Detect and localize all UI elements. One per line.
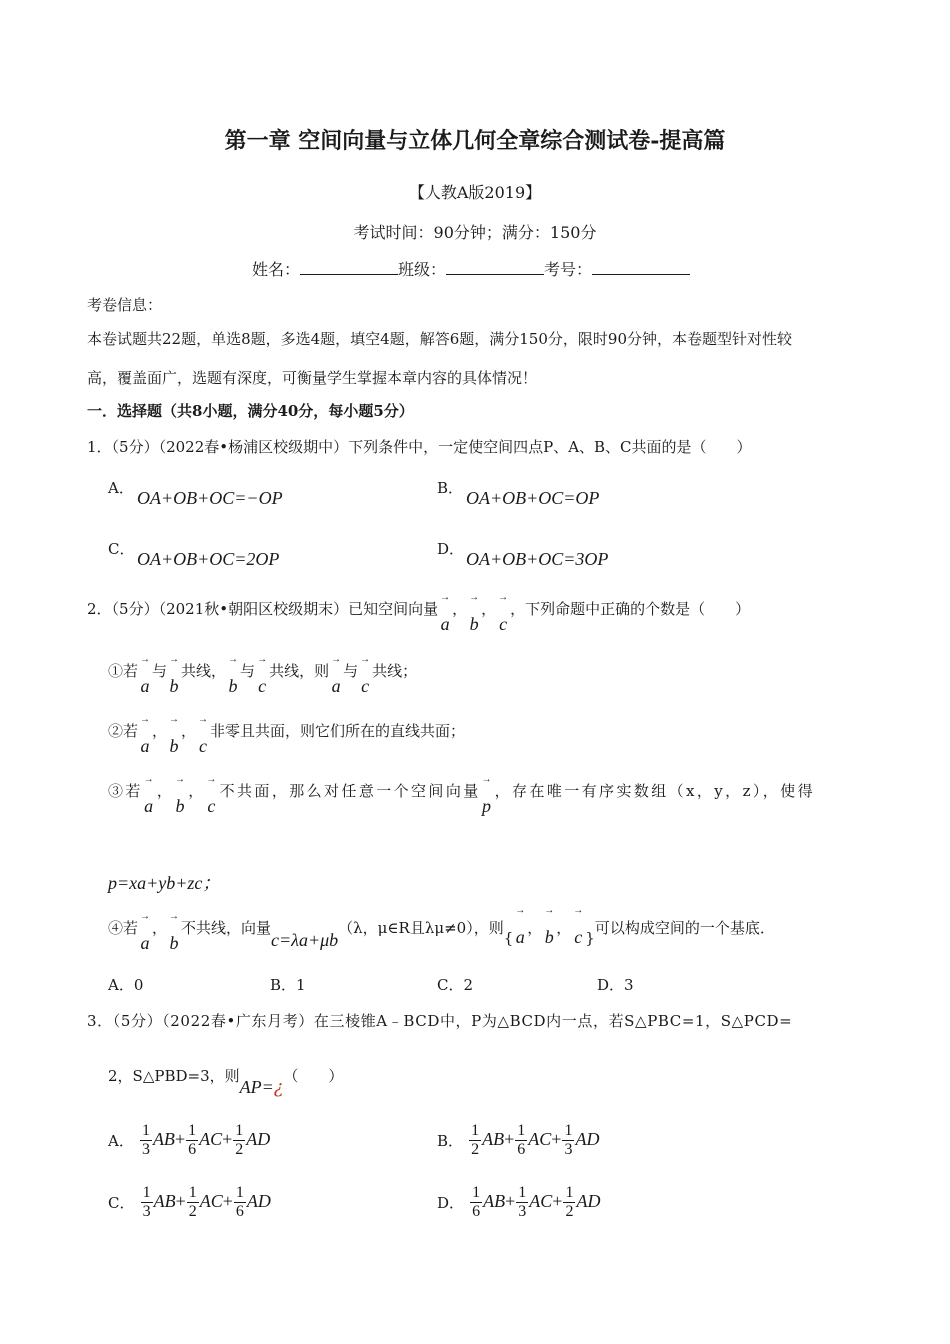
class-blank[interactable] — [446, 260, 544, 275]
info-heading: 考卷信息： — [87, 296, 163, 314]
q2-option-a: A．0 — [108, 976, 144, 994]
q2-statement-3-formula: p=xa+yb+zc； — [108, 873, 221, 893]
q3-option-c: C． $\frac{1}{3}$ AB+ $\frac{1}{2}$ AC+ $\frac{1}{6}$ AD — [108, 1184, 271, 1220]
q1-option-c-expr: OA+OB+OC=2OP — [137, 549, 280, 569]
section-heading: 一．选择题（共8小题，满分40分，每小题5分） — [87, 402, 414, 420]
q1-option-a-expr: OA+OB+OC=−OP — [137, 488, 283, 508]
q3-option-d: D． $\frac{1}{6}$ AB+ $\frac{1}{3}$ AC+ $\frac{1}{2}$ AD — [437, 1184, 601, 1220]
name-label: 姓名： — [252, 260, 301, 279]
q1-option-d-label: D． — [437, 540, 465, 558]
q2-statement-1: ①若→ a与→ b共线，→ b与→ c共线，则→ a与→ c共线； — [108, 660, 417, 681]
exam-no-label: 考号： — [544, 260, 593, 279]
edition-label: 【人教A版2019】 — [408, 183, 542, 202]
q1-option-a-label: A． — [108, 479, 134, 497]
q3-stem-line-2: 2，S△PBD=3，则AP=¿（ ） — [108, 1067, 344, 1098]
q2-statement-3: ③若→ a，→ b，→ c不共面，那么对任意一个空间向量→ p，存在唯一有序实数组（x，y，z），使得 — [108, 780, 815, 801]
class-label: 班级： — [398, 260, 447, 279]
q1-option-c-label: C． — [108, 540, 135, 558]
q2-option-c: C．2 — [437, 976, 474, 994]
q2-option-b: B．1 — [270, 976, 306, 994]
q2-statement-2: ②若→ a，→ b，→ c非零且共面，则它们所在的直线共面； — [108, 720, 465, 741]
q2-stem: 2．（5分）（2021秋•朝阳区校级期末）已知空间向量→ a，→ b，→ c，下列命题中正确的个数是（ ） — [87, 598, 750, 619]
name-blank[interactable] — [300, 260, 398, 275]
q1-option-b-expr: OA+OB+OC=OP — [466, 488, 600, 508]
page-title: 第一章 空间向量与立体几何全章综合测试卷-提高篇 — [224, 128, 726, 154]
exam-time-info: 考试时间：90分钟；满分：150分 — [353, 223, 597, 242]
q3-stem-line-1: 3．（5分）（2022春•广东月考）在三棱锥A﹣BCD中，P为△BCD内一点，若S△PBC=1，S△PCD= — [87, 1012, 793, 1030]
info-line-2: 高，覆盖面广，选题有深度，可衡量学生掌握本章内容的具体情况！ — [87, 369, 538, 387]
info-line-1: 本卷试题共22题，单选8题，多选4题，填空4题，解答6题，满分150分，限时90分钟，本卷题型针对性较 — [87, 330, 792, 348]
exam-no-blank[interactable] — [592, 260, 690, 275]
q1-option-d-expr: OA+OB+OC=3OP — [466, 549, 609, 569]
vector-b: → b — [467, 614, 481, 635]
q3-option-b: B． $\frac{1}{2}$ AB+ $\frac{1}{6}$ AC+ $\frac{1}{3}$ AD — [437, 1122, 600, 1158]
q2-statement-4: ④若→ a，→ b不共线，向量c=λa+μb（λ，μ∈R且λμ≠0），则{→ a ，→ b ，→ c }可以构成空间的一个基底． — [108, 917, 775, 938]
student-info-line — [252, 257, 690, 280]
vector-a: → a — [438, 614, 452, 635]
q3-option-a: A． $\frac{1}{3}$ AB+ $\frac{1}{6}$ AC+ $\frac{1}{2}$ AD — [108, 1122, 271, 1158]
q1-option-b-label: B． — [437, 479, 464, 497]
q1-stem: 1．（5分）（2022春•杨浦区校级期中）下列条件中，一定使空间四点P、A、B、C共面的是（ ） — [87, 438, 752, 456]
vector-c: → c — [496, 614, 510, 635]
q2-option-d: D．3 — [597, 976, 634, 994]
